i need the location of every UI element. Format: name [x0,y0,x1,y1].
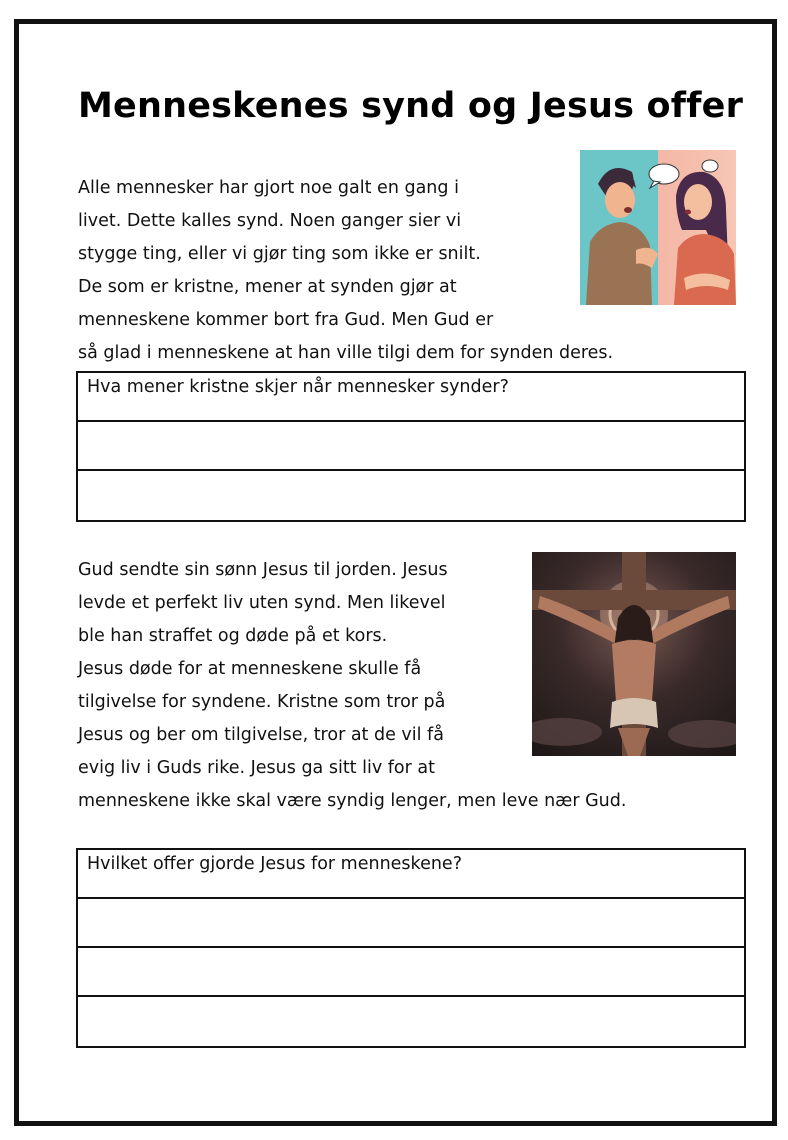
paragraph-line: ble han straffet og døde på et kors. [78,626,388,646]
paragraph-line: stygge ting, eller vi gjør ting som ikke er snilt. [78,244,481,264]
answer-line[interactable] [78,471,744,520]
page-title: Menneskenes synd og Jesus offer [78,86,744,126]
paragraph-line: Gud sendte sin sønn Jesus til jorden. Jesus [78,560,448,580]
question-box-1 [76,371,746,522]
paragraph-line: Jesus og ber om tilgivelse, tror at de vil få [78,725,444,745]
paragraph-line: Jesus døde for at menneskene skulle få [78,659,422,679]
crucifixion-illustration [532,552,736,756]
paragraph-line: tilgivelse for syndene. Kristne som tror på [78,692,446,712]
answer-line[interactable] [78,422,744,471]
paragraph-line: menneskene kommer bort fra Gud. Men Gud er [78,310,494,330]
answer-line[interactable] [78,899,744,948]
paragraph-line: så glad i menneskene at han ville tilgi dem for synden deres. [78,343,614,363]
arguing-people-illustration [580,150,736,305]
question-row [78,850,744,899]
paragraph-line: evig liv i Guds rike. Jesus ga sitt liv for at [78,758,435,778]
question-text: Hva mener kristne skjer når mennesker synder? [87,377,509,397]
answer-line[interactable] [78,997,744,1046]
question-box-2 [76,848,746,1048]
paragraph-line: levde et perfekt liv uten synd. Men likevel [78,593,446,613]
paragraph-line: menneskene ikke skal være syndig lenger, men leve nær Gud. [78,791,627,811]
question-row [78,373,744,422]
paragraph-line: Alle mennesker har gjort noe galt en gang i [78,178,459,198]
paragraph-line: livet. Dette kalles synd. Noen ganger sier vi [78,211,462,231]
answer-line[interactable] [78,948,744,997]
question-text: Hvilket offer gjorde Jesus for menneskene? [87,854,462,874]
paragraph-line: De som er kristne, mener at synden gjør at [78,277,457,297]
intro-paragraph [78,172,613,370]
